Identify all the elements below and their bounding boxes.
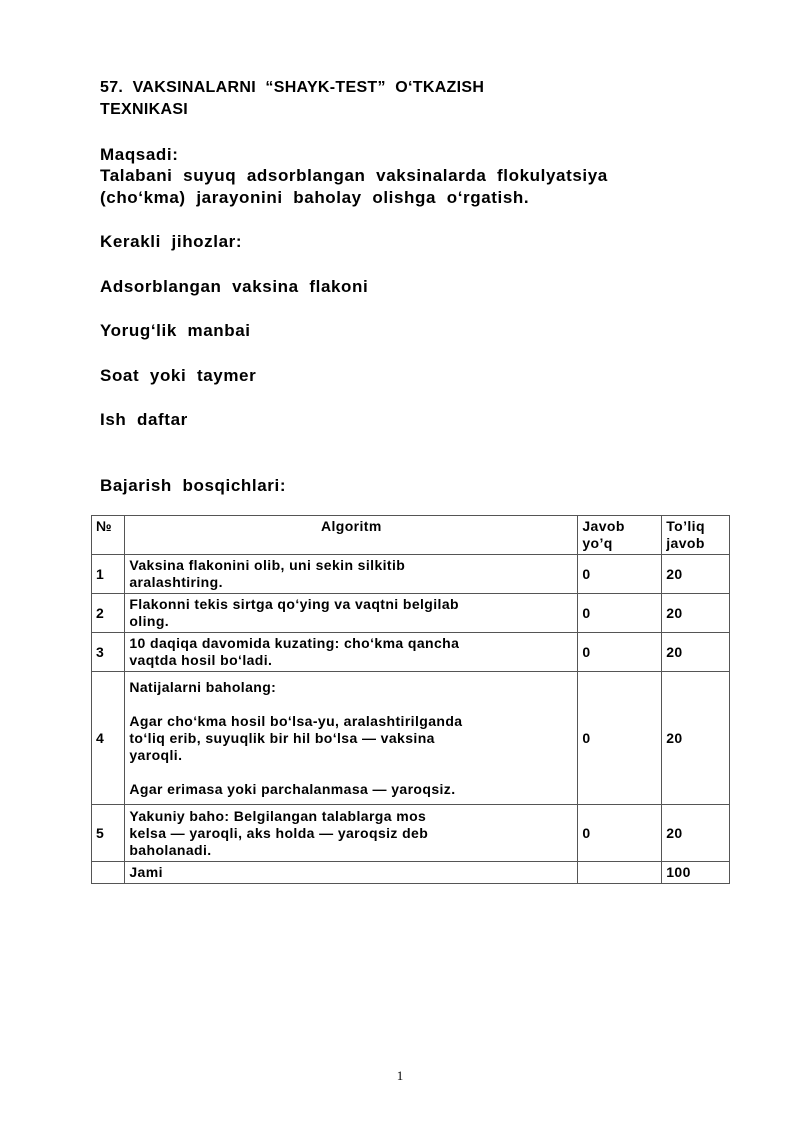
table-row: [92, 672, 730, 805]
total-label: Jami: [125, 862, 578, 884]
row-number: 5: [92, 805, 125, 862]
row-algorithm: Natijalarni baholang: Agar cho‘kma hosil bo‘lsa-yu, aralashtirilganda to‘liq erib, suyuqlik bir hil bo‘lsa — vaksina yaroqli. Agar erimasa yoki parchalanmasa — yaroqsiz.: [125, 672, 578, 805]
row-algorithm: 10 daqiqa davomida kuzating: cho‘kma qancha vaqtda hosil bo‘ladi.: [125, 633, 578, 672]
purpose-text-line-1: Talabani suyuq adsorblangan vaksinalarda flokulyatsiya: [100, 166, 608, 185]
row-full-answer-score: 20: [662, 633, 730, 672]
table-header-row: [92, 516, 730, 555]
table-row: [92, 633, 730, 672]
column-header-algorithm: Algoritm: [125, 516, 578, 555]
purpose-heading: Maqsadi:: [100, 145, 179, 164]
table-row: [92, 594, 730, 633]
row-algorithm: Flakonni tekis sirtga qo‘ying va vaqtni belgilab oling.: [125, 594, 578, 633]
steps-heading: Bajarish bosqichlari:: [100, 476, 287, 495]
total-full-answer-score: 100: [662, 862, 730, 884]
total-no-answer-score: [578, 862, 662, 884]
row-full-answer-score: 20: [662, 555, 730, 594]
algorithm-table: [91, 515, 730, 884]
row-full-answer-score: 20: [662, 805, 730, 862]
row-number: 4: [92, 672, 125, 805]
column-header-number: №: [92, 516, 125, 555]
equipment-item: Soat yoki taymer: [100, 366, 257, 385]
row-no-answer-score: 0: [578, 672, 662, 805]
page-number: 1: [396, 1068, 404, 1083]
equipment-item: Ish daftar: [100, 410, 188, 429]
document-title-line-2: TEXNIKASI: [100, 101, 189, 118]
total-number-cell: [92, 862, 125, 884]
row-number: 3: [92, 633, 125, 672]
row-full-answer-score: 20: [662, 594, 730, 633]
column-header-full-answer: To’liq javob: [662, 516, 730, 555]
row-number: 1: [92, 555, 125, 594]
row-no-answer-score: 0: [578, 555, 662, 594]
equipment-heading: Kerakli jihozlar:: [100, 232, 243, 251]
table-row: [92, 555, 730, 594]
equipment-item: Yorug‘lik manbai: [100, 321, 251, 340]
column-header-no-answer: Javob yo’q: [578, 516, 662, 555]
row-number: 2: [92, 594, 125, 633]
row-full-answer-score: 20: [662, 672, 730, 805]
table-total-row: [92, 862, 730, 884]
row-no-answer-score: 0: [578, 633, 662, 672]
purpose-text-line-2: (cho‘kma) jarayonini baholay olishga o‘rgatish.: [100, 188, 530, 207]
row-no-answer-score: 0: [578, 594, 662, 633]
row-no-answer-score: 0: [578, 805, 662, 862]
equipment-item: Adsorblangan vaksina flakoni: [100, 277, 369, 296]
row-algorithm: Yakuniy baho: Belgilangan talablarga mos kelsa — yaroqli, aks holda — yaroqsiz deb baholanadi.: [125, 805, 578, 862]
document-title-line-1: 57. VAKSINALARNI “SHAYK-TEST” O‘TKAZISH: [100, 79, 485, 96]
table-row: [92, 805, 730, 862]
row-algorithm: Vaksina flakonini olib, uni sekin silkitib aralashtiring.: [125, 555, 578, 594]
